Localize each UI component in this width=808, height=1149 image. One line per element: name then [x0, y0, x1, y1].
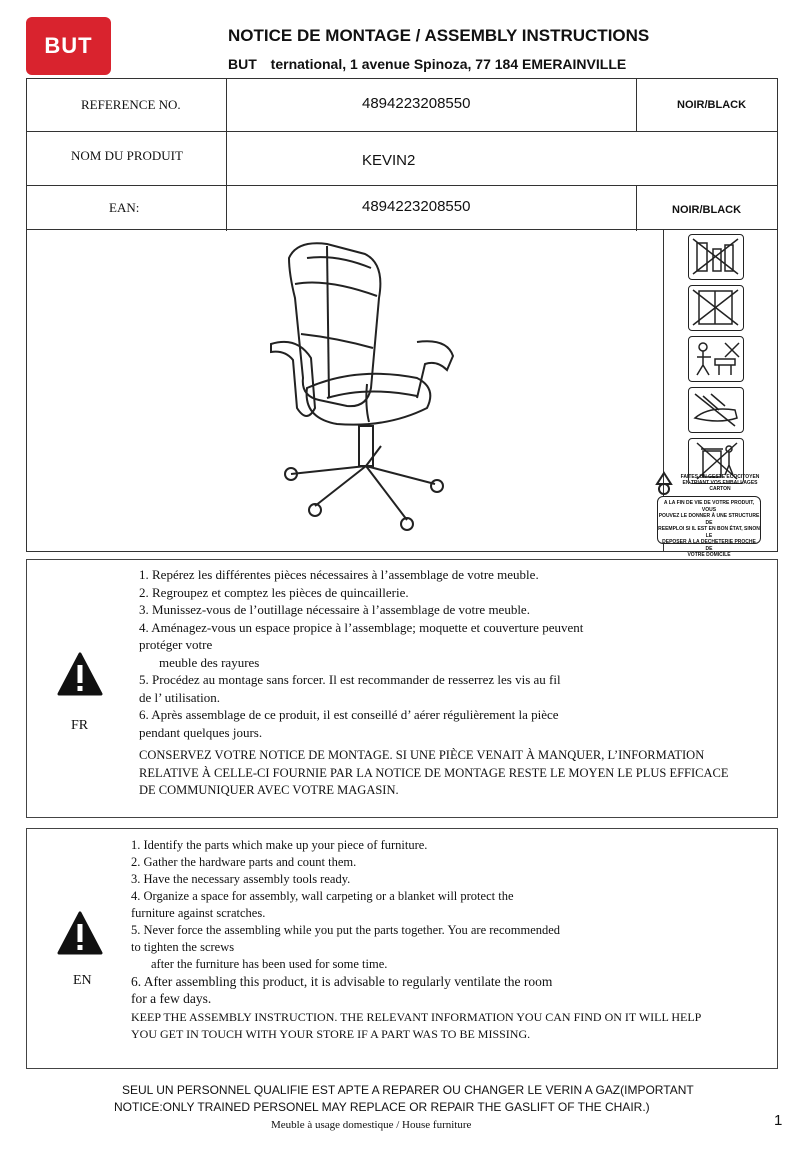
fr-conserve-3: DE COMMUNIQUER AVEC VOTRE MAGASIN. — [139, 783, 399, 797]
reference-label: REFERENCE NO. — [81, 97, 181, 112]
warning-icon — [57, 652, 103, 696]
en-line-10: for a few days. — [131, 991, 212, 1006]
en-keep-1: KEEP THE ASSEMBLY INSTRUCTION. THE RELEVANT INFORMATION YOU CAN FIND ON IT WILL HELP — [131, 1010, 702, 1024]
reference-color: NOIR/BLACK — [677, 99, 747, 111]
recycle-icon — [651, 470, 677, 496]
fr-line-6: meuble des rayures — [159, 654, 260, 670]
fr-conserve-2: RELATIVE À CELLE-CI FOURNIE PAR LA NOTICE DE MONTAGE RESTE LE MOYEN LE PLUS EFFICACE — [139, 765, 729, 780]
language-label-en: EN — [73, 973, 92, 988]
en-line-9: 6. After assembling this product, it is advisable to regularly ventilate the room — [131, 974, 553, 989]
en-keep-2: YOU GET IN TOUCH WITH YOUR STORE IF A PART WAS TO BE MISSING. — [131, 1027, 531, 1041]
document-title: NOTICE DE MONTAGE / ASSEMBLY INSTRUCTIONS — [228, 26, 650, 45]
ean-label: EAN: — [109, 200, 140, 215]
en-line-2: 2. Gather the hardware parts and count them. — [131, 855, 357, 869]
instructions-en — [131, 837, 771, 1043]
office-chair-illustration — [267, 238, 467, 544]
fr-line-2: 2. Regroupez et comptez les pièces de quincaillerie. — [139, 584, 409, 600]
ean-color: NOIR/BLACK — [672, 204, 742, 216]
en-line-5: furniture against scratches. — [131, 906, 266, 920]
product-row — [27, 132, 777, 186]
fr-line-10: pendant quelques jours. — [139, 724, 263, 740]
fr-line-8: de l’ utilisation. — [139, 689, 220, 705]
warning-icon — [57, 911, 103, 955]
product-name: KEVIN2 — [362, 152, 416, 169]
logo-text: BUT — [44, 33, 93, 58]
en-line-7: to tighten the screws — [131, 940, 235, 954]
fr-line-3: 3. Munissez-vous de l’outillage nécessaire à l’assemblage de votre meuble. — [139, 602, 530, 617]
fr-line-9: 6. Après assemblage de ce produit, il est conseillé d’ aérer régulièrement la pièce — [139, 707, 559, 722]
gaslift-notice-en: NOTICE:ONLY TRAINED PERSONEL MAY REPLACE OR REPAIR THE GASLIFT OF THE CHAIR.) — [114, 1100, 650, 1114]
page-number: 1 — [774, 1112, 783, 1129]
company-name: BUT — [228, 56, 257, 72]
product-illustration-panel — [26, 230, 778, 558]
fr-line-7: 5. Procédez au montage sans forcer. Il est recommander de resserrez les vis au fil — [139, 672, 561, 687]
address-text: ternational, 1 avenue Spinoza, 77 184 EMERAINVILLE — [270, 56, 627, 72]
product-info-table — [26, 78, 778, 230]
en-line-3: 3. Have the necessary assembly tools ready. — [131, 872, 351, 886]
fr-line-4: 4. Aménagez-vous un espace propice à l’assemblage; moquette et couverture peuvent — [139, 619, 584, 635]
en-line-4: 4. Organize a space for assembly, wall carpeting or a blanket will protect the — [131, 889, 514, 903]
company-address — [228, 56, 626, 72]
ean-value: 4894223208550 — [362, 198, 471, 215]
fr-conserve-1: CONSERVEZ VOTRE NOTICE DE MONTAGE. SI UNE PIÈCE VENAIT À MANQUER, L’INFORMATION — [139, 748, 705, 762]
recycle-line-5: REEMPLOI SI IL EST EN BON ÉTAT, SINON LE — [658, 526, 760, 539]
product-label: NOM DU PRODUIT — [71, 148, 183, 163]
usage-note: Meuble à usage domestique / House furniture — [271, 1119, 472, 1131]
ean-row — [27, 186, 777, 231]
warning-box-fr — [26, 559, 778, 818]
reference-row — [27, 79, 777, 132]
en-line-1: 1. Identify the parts which make up your piece of furniture. — [131, 838, 428, 852]
warning-box-en — [26, 828, 778, 1069]
no-sharp-tools-icon — [688, 387, 744, 433]
recycle-line-1: FAITES UN GESTE ECOCITOYEN — [680, 474, 760, 480]
en-line-6: 5. Never force the assembling while you put the parts together. You are recommended — [131, 923, 561, 937]
fr-line-1: 1. Repérez les différentes pièces nécessaires à l’assemblage de votre meuble. — [139, 567, 539, 582]
recycle-line-6: DEPOSER À LA DECHETERIE PROCHE DE — [662, 539, 756, 552]
recycle-line-3: A LA FIN DE VIE DE VOTRE PRODUIT, VOUS — [663, 500, 755, 513]
recycle-text-box — [657, 496, 761, 558]
recycle-line-2: EN TRIANT VOS EMBALLAGES CARTON — [682, 480, 758, 492]
recycle-line-4: POUVEZ LE DONNER À UNE STRUCTURE DE — [658, 513, 760, 526]
language-label-fr: FR — [71, 718, 89, 733]
en-line-8: after the furniture has been used for some time. — [151, 957, 388, 971]
reference-value: 4894223208550 — [362, 95, 471, 112]
fr-line-5: protéger votre — [139, 637, 213, 652]
brand-logo — [26, 17, 111, 75]
no-humidity-icon — [688, 285, 744, 331]
no-standing-icon — [688, 336, 744, 382]
no-chemicals-icon — [688, 234, 744, 280]
recycling-notice — [651, 470, 763, 558]
instructions-fr — [139, 566, 769, 800]
gaslift-notice-fr: SEUL UN PERSONNEL QUALIFIE EST APTE A REPARER OU CHANGER LE VERIN A GAZ(IMPORTANT — [122, 1083, 694, 1097]
recycle-line-7: VOTRE DOMICILE — [687, 552, 731, 558]
